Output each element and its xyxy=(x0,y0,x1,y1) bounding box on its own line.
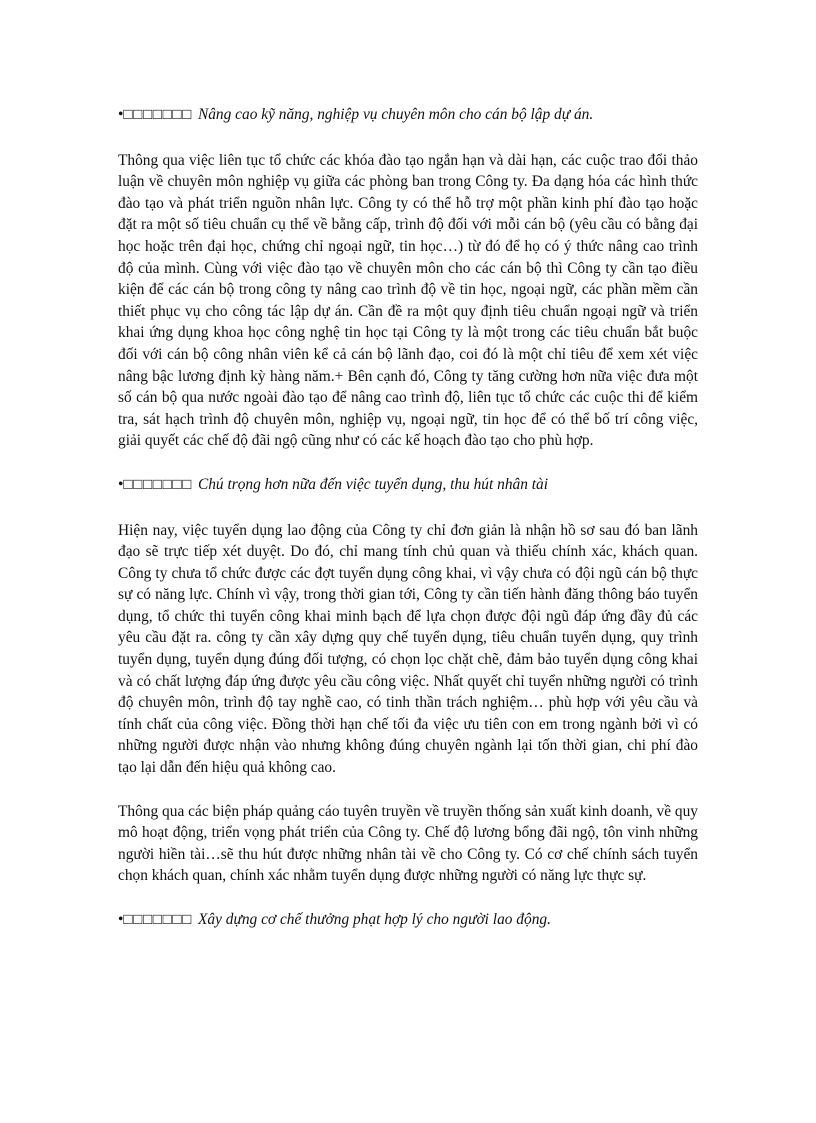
bullet-icon: • xyxy=(118,911,124,928)
body-paragraph: Hiện nay, việc tuyển dụng lao động của Công ty chỉ đơn giản là nhận hồ sơ sau đó ban lãnh đạo sẽ trực tiếp xét duyệt. Do đó, chỉ mang tính chủ quan và thiếu chính xác, khách quan. Công ty chưa tổ chức được các đợt tuyển dụng công khai, vì vậy chưa có đội ngũ cán bộ thực sự có năng lực. Chính vì vậy, trong thời gian tới, Công ty cần tiến hành đăng thông báo tuyển dụng, tổ chức thi tuyển công khai minh bạch để lựa chọn được đội ngũ đáp ứng đầy đủ các yêu cầu đặt ra. công ty cần xây dựng quy chế tuyển dụng, tiêu chuẩn tuyển dụng, quy trình tuyển dụng, tuyển dụng đúng đối tượng, có chọn lọc chặt chẽ, đảm bảo tuyển dụng công khai và có chất lượng đáp ứng được yêu cầu công việc. Nhất quyết chỉ tuyển những người có trình độ chuyên môn, trình độ tay nghề cao, có tinh thần trách nghiệm… phù hợp với yêu cầu và tính chất của công việc. Đồng thời hạn chế tối đa việc ưu tiên con em trong ngành bởi vì có những người được nhận vào nhưng không đúng chuyên ngành lại tốn thời gian, chi phí đào tạo lại dẫn đến hiệu quả không cao. xyxy=(118,521,698,777)
section-title: Xây dựng cơ chế thưởng phạt hợp lý cho người lao động. xyxy=(197,911,551,928)
section-heading xyxy=(118,104,698,126)
section-title: Nâng cao kỹ năng, nghiệp vụ chuyên môn cho cán bộ lập dự án. xyxy=(197,106,594,123)
bullet-icon: • xyxy=(118,475,124,493)
body-paragraph: Thông qua việc liên tục tổ chức các khóa đào tạo ngắn hạn và dài hạn, các cuộc trao đổi thảo luận về chuyên môn nghiệp vụ giữa các phòng ban trong Công ty. Đa dạng hóa các hình thức đào tạo và phát triển nguồn nhân lực. Công ty có thể hỗ trợ một phần kinh phí đào tạo hoặc đặt ra một số tiêu chuẩn cụ thể về bằng cấp, trình độ đối với mỗi cán bộ (yêu cầu có bằng đại học hoặc trên đại học, chứng chỉ ngoại ngữ, tin học…) từ đó để họ có ý thức nâng cao trình độ của mình. Cùng với việc đào tạo về chuyên môn cho các cán bộ thì Công ty cần tạo điều kiện để các cán bộ trong công ty nâng cao trình độ về tin học, ngoại ngữ, các phần mềm cần thiết phục vụ cho công tác lập dự án. Cần đề ra một quy định tiêu chuẩn ngoại ngữ và triển khai ứng dụng khoa học công nghệ tin học tại Công ty là một trong các tiêu chuẩn bắt buộc đối với cán bộ công nhân viên kể cả cán bộ lãnh đạo, coi đó là một chỉ tiêu để xem xét việc nâng bậc lương định kỳ hàng năm.+ Bên cạnh đó, Công ty tăng cường hơn nữa việc đưa một số cán bộ qua nước ngoài đào tạo để nâng cao trình độ, liên tục tổ chức các cuộc thi để kiểm tra, sát hạch trình độ chuyên môn, nghiệp vụ, ngoại ngữ, tin học để có thể bố trí công việc, giải quyết các chế độ đãi ngộ cũng như có các kế hoạch đào tạo cho phù hợp. xyxy=(118,151,698,450)
body-paragraph: Thông qua các biện pháp quảng cáo tuyên truyền về truyền thống sản xuất kinh doanh, về quy mô hoạt động, triển vọng phát triển của Công ty. Chế độ lương bổng đãi ngộ, tôn vinh những người hiền tài…sẽ thu hút được những nhân tài về cho Công ty. Có cơ chế chính sách tuyển chọn khách quan, chính xác nhằm tuyển dụng được những người có năng lực thực sự. xyxy=(118,802,698,885)
bullet-icon: • xyxy=(118,106,124,123)
section-heading xyxy=(118,909,698,931)
symbol-marks: □□□□□□□ xyxy=(123,475,192,493)
section-title: Chú trọng hơn nữa đến việc tuyển dụng, thu hút nhân tài xyxy=(197,475,549,493)
section-heading xyxy=(118,474,698,496)
symbol-marks: □□□□□□□ xyxy=(123,106,192,123)
document-body xyxy=(118,104,698,955)
symbol-marks: □□□□□□□ xyxy=(123,911,192,928)
